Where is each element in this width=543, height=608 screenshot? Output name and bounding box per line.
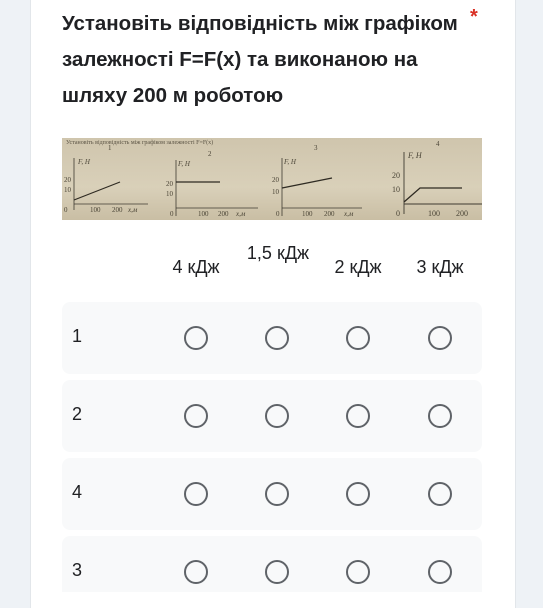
radio-row1-2kj[interactable] bbox=[346, 326, 370, 350]
panel-tick: 100 bbox=[90, 206, 101, 214]
radio-row4-1-5kj[interactable] bbox=[265, 482, 289, 506]
panel-tick: 100 bbox=[302, 210, 313, 218]
radio-row2-3kj[interactable] bbox=[428, 404, 452, 428]
row-label-3: 3 bbox=[72, 560, 83, 580]
radio-row3-2kj[interactable] bbox=[346, 560, 370, 584]
row-label-1: 1 bbox=[72, 326, 83, 346]
radio-row2-2kj[interactable] bbox=[346, 404, 370, 428]
grid-row-4 bbox=[62, 458, 482, 530]
column-header-1-5kj: 1,5 кДж bbox=[246, 243, 310, 263]
graph-line bbox=[74, 182, 120, 200]
graph-line bbox=[282, 178, 332, 188]
panel-y-label: F, Н bbox=[178, 160, 190, 168]
panel-tick: 200 bbox=[324, 210, 335, 218]
panel-tick: 20 bbox=[166, 180, 173, 188]
panel-tick: 200 bbox=[112, 206, 123, 214]
column-header-3kj: 3 кДж bbox=[416, 257, 464, 277]
panel-number: 1 bbox=[108, 144, 112, 152]
panel-number: 3 bbox=[314, 144, 318, 152]
graph-panel-1 bbox=[64, 144, 148, 214]
panel-tick: 0 bbox=[276, 210, 280, 218]
column-header-2kj: 2 кДж bbox=[334, 257, 382, 277]
panel-y-label: F, Н bbox=[408, 151, 422, 160]
panel-tick: 10 bbox=[64, 186, 71, 194]
graph-line bbox=[404, 188, 462, 202]
radio-row1-4kj[interactable] bbox=[184, 326, 208, 350]
panel-tick: 0 bbox=[396, 209, 400, 218]
panel-x-label: x,м bbox=[236, 210, 246, 218]
radio-row3-1-5kj[interactable] bbox=[265, 560, 289, 584]
panel-tick: 200 bbox=[218, 210, 229, 218]
radio-row1-1-5kj[interactable] bbox=[265, 326, 289, 350]
radio-row3-3kj[interactable] bbox=[428, 560, 452, 584]
panel-tick: 10 bbox=[392, 185, 400, 194]
row-label-4: 4 bbox=[72, 482, 83, 502]
panel-tick: 10 bbox=[166, 190, 173, 198]
panel-x-label: x,м bbox=[344, 210, 354, 218]
radio-row2-1-5kj[interactable] bbox=[265, 404, 289, 428]
radio-row4-2kj[interactable] bbox=[346, 482, 370, 506]
panel-number: 4 bbox=[436, 140, 440, 148]
panel-y-label: F, Н bbox=[284, 158, 296, 166]
grid-row-2 bbox=[62, 380, 482, 452]
graph-panel-3 bbox=[272, 144, 362, 218]
required-asterisk: * bbox=[470, 6, 478, 28]
question-image bbox=[62, 138, 482, 220]
panel-tick: 20 bbox=[64, 176, 71, 184]
panel-tick: 10 bbox=[272, 188, 279, 196]
image-header-text: Установіть відповідність між графіком залежності F=F(x) bbox=[66, 140, 214, 146]
panel-y-label: F, Н bbox=[78, 158, 90, 166]
panel-tick: 20 bbox=[272, 176, 279, 184]
panel-tick: 100 bbox=[428, 209, 440, 218]
panel-tick: 100 bbox=[198, 210, 209, 218]
panel-tick: 200 bbox=[456, 209, 468, 218]
grid-row-1 bbox=[62, 302, 482, 374]
radio-row2-4kj[interactable] bbox=[184, 404, 208, 428]
graph-panel-2 bbox=[166, 150, 258, 218]
panel-tick: 20 bbox=[392, 171, 400, 180]
panel-tick: 0 bbox=[170, 210, 174, 218]
column-header-4kj: 4 кДж bbox=[172, 257, 220, 277]
grid-row-3 bbox=[62, 536, 482, 592]
row-label-2: 2 bbox=[72, 404, 83, 424]
radio-row1-3kj[interactable] bbox=[428, 326, 452, 350]
panel-x-label: x,м bbox=[128, 206, 138, 214]
radio-row4-4kj[interactable] bbox=[184, 482, 208, 506]
panel-number: 2 bbox=[208, 150, 212, 158]
question-title: Установіть відповідність між графіком залежності F=F(x) та виконаною на шляху 200 м роботою bbox=[62, 12, 458, 107]
radio-row4-3kj[interactable] bbox=[428, 482, 452, 506]
panel-tick: 0 bbox=[64, 206, 68, 214]
graph-panel-4 bbox=[392, 140, 482, 218]
radio-row3-4kj[interactable] bbox=[184, 560, 208, 584]
